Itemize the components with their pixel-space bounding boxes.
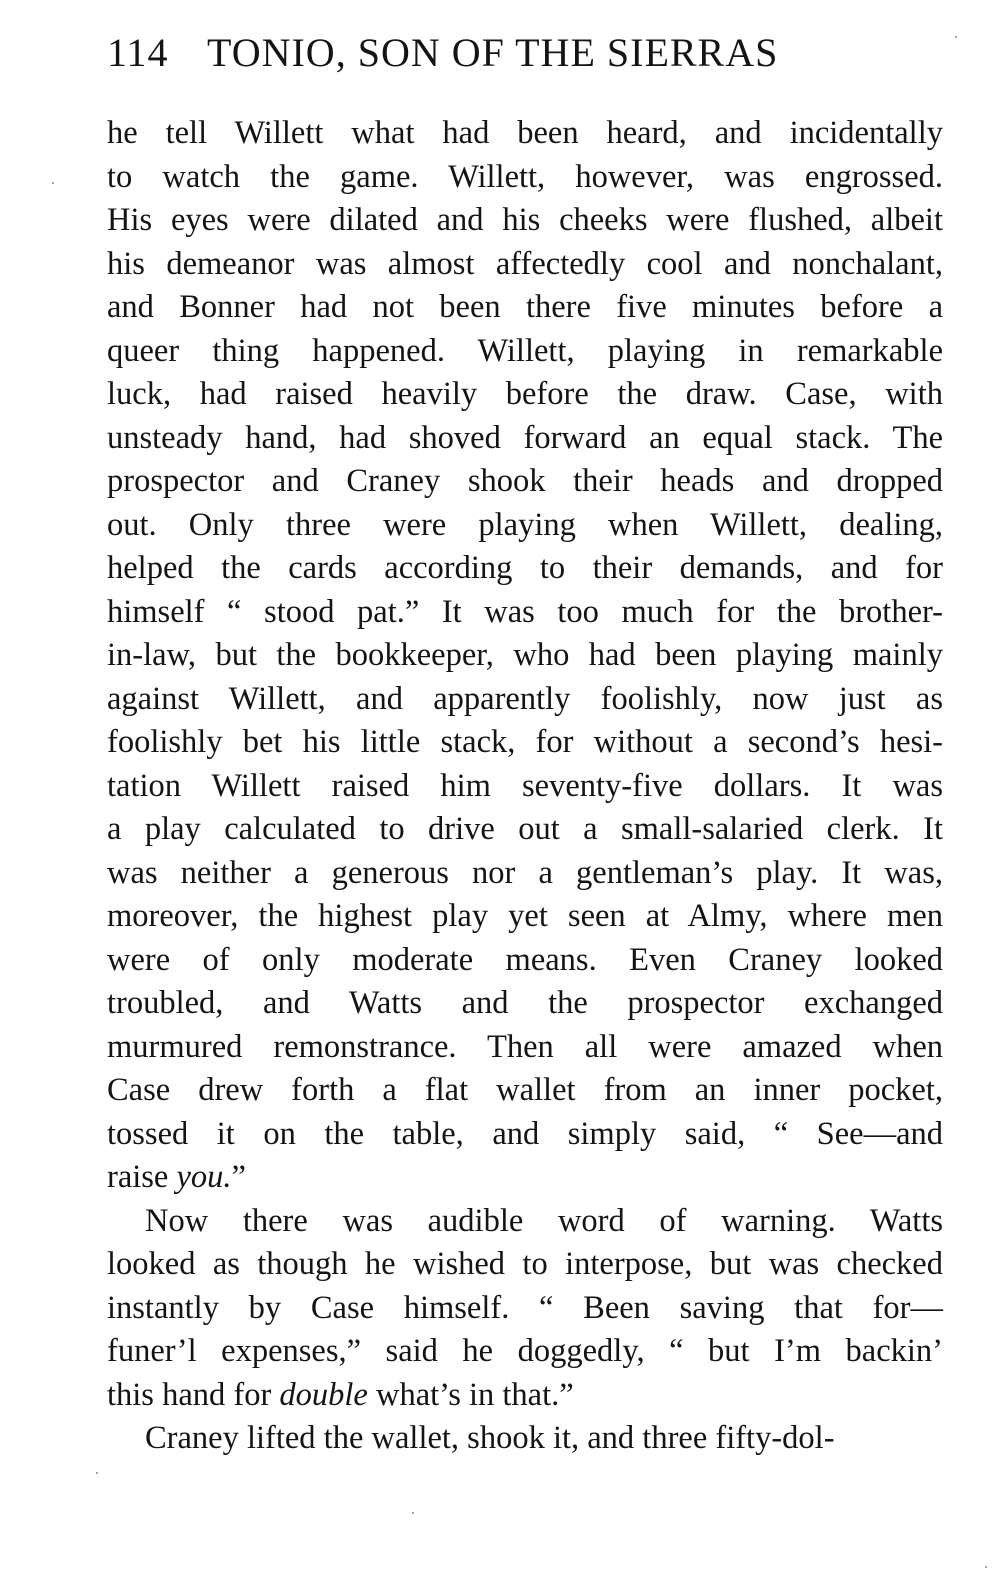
text-line: tation Willett raised him seventy-five dollars. It was — [107, 767, 943, 804]
text-line: Craney lifted the wallet, shook it, and three fifty-dol- — [145, 1420, 835, 1456]
text-line: helped the cards according to their demands, and for — [107, 550, 943, 586]
text-line: and Bonner had not been there five minutes before a — [107, 289, 943, 325]
text-line: a play calculated to drive out a small-salaried clerk. It — [107, 811, 943, 847]
text-line: his demeanor was almost affectedly cool and nonchalant, — [107, 245, 943, 282]
text-line: luck, had raised heavily before the draw. Case, with — [107, 376, 943, 412]
text-line: murmured remonstrance. Then all were amazed when — [107, 1028, 943, 1065]
text-line: in-law, but the bookkeeper, who had been playing mainly — [107, 637, 943, 673]
body-text — [107, 112, 943, 1461]
print-speck — [985, 1566, 987, 1568]
emphasis-text: double — [279, 1376, 368, 1413]
page-number: 114 — [107, 30, 169, 75]
text-line: instantly by Case himself. “ Been saving that for— — [107, 1289, 943, 1326]
running-title: TONIO, SON OF THE SIERRAS — [207, 30, 779, 75]
text-line: unsteady hand, had shoved forward an equal stack. The — [107, 419, 943, 456]
paragraph-3 — [107, 1417, 943, 1461]
text-line: troubled, and Watts and the prospector exchanged — [107, 985, 943, 1021]
text-line: he tell Willett what had been heard, and incidentally — [107, 115, 943, 151]
text-run: raise — [107, 1159, 177, 1195]
text-line: foolishly bet his little stack, for without a second’s hesi- — [107, 724, 943, 760]
running-head — [107, 28, 887, 78]
paragraph-2 — [107, 1200, 943, 1418]
text-line: His eyes were dilated and his cheeks were flushed, albeit — [107, 202, 943, 238]
paragraph-1 — [107, 112, 943, 1200]
text-line: Case drew forth a flat wallet from an inner pocket, — [107, 1072, 943, 1108]
print-speck — [52, 182, 54, 184]
text-line: to watch the game. Willett, however, was engrossed. — [107, 158, 943, 195]
print-speck — [412, 1512, 414, 1514]
text-line-last — [107, 1156, 943, 1200]
text-line: was neither a generous nor a gentleman’s play. It was, — [107, 854, 943, 891]
text-line: were of only moderate means. Even Craney looked — [107, 941, 943, 978]
text-line: funer’l expenses,” said he doggedly, “ but I’m backin’ — [107, 1333, 943, 1369]
text-line: queer thing happened. Willett, playing in remarkable — [107, 332, 943, 369]
text-line: prospector and Craney shook their heads and dropped — [107, 463, 943, 499]
emphasis-text: you. — [176, 1159, 232, 1195]
print-speck — [955, 36, 957, 38]
print-speck — [96, 1472, 98, 1474]
text-line: himself “ stood pat.” It was too much for the brother- — [107, 593, 943, 630]
text-line-last — [107, 1374, 943, 1418]
text-line: out. Only three were playing when Willett, dealing, — [107, 506, 943, 543]
text-line: Now there was audible word of warning. Watts — [145, 1202, 943, 1239]
text-run: what’s in that.” — [367, 1376, 574, 1413]
text-line: looked as though he wished to interpose, but was checked — [107, 1246, 943, 1282]
text-line: tossed it on the table, and simply said, “ See—and — [107, 1115, 943, 1152]
text-line: moreover, the highest play yet seen at Almy, where men — [107, 898, 943, 934]
text-run: ” — [231, 1159, 246, 1195]
text-run: this hand for — [107, 1376, 280, 1413]
text-line: against Willett, and apparently foolishly, now just as — [107, 680, 943, 717]
